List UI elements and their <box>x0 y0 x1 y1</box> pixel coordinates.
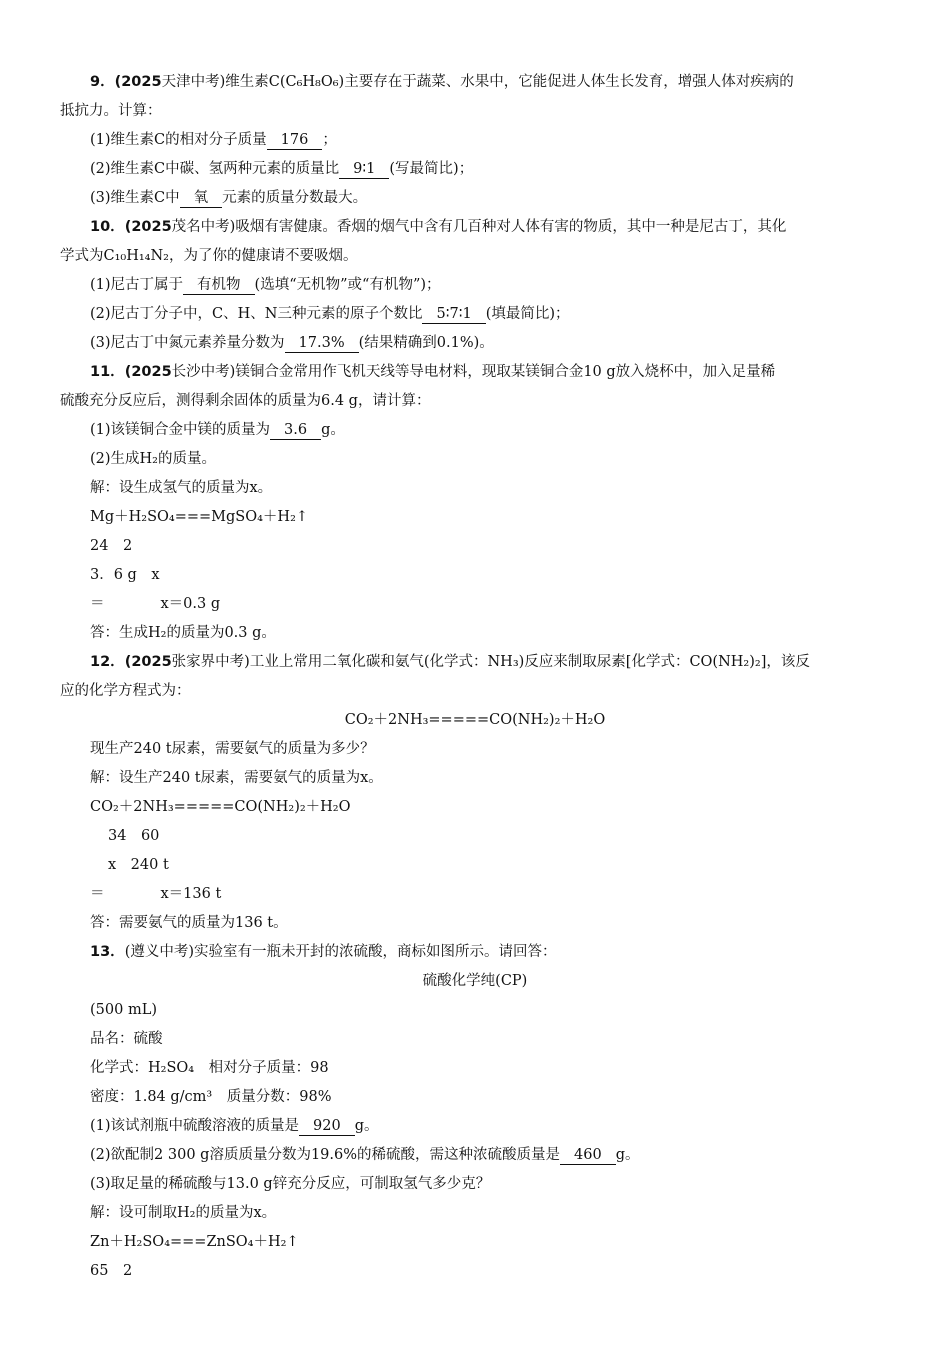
q13-number: 13． <box>90 944 125 960</box>
q13-part2-answer: 460 <box>560 1146 616 1165</box>
q13-stem: (遵义中考)实验室有一瓶未开封的浓硫酸，商标如图所示。请回答： <box>124 944 557 960</box>
q12-calc-result: x＝136 t <box>160 886 222 902</box>
q12-line1 <box>90 648 810 677</box>
q12-calc-equals: ＝ <box>90 886 105 902</box>
q13-part1-answer: 920 <box>299 1117 355 1136</box>
q10-line2: 学式为C₁₀H₁₄N₂，为了你的健康请不要吸烟。 <box>60 248 358 264</box>
q11-equation: Mg＋H₂SO₄===MgSO₄＋H₂↑ <box>90 509 309 525</box>
q9-stem: 天津中考)维生素C(C₆H₈O₆)主要存在于蔬菜、水果中，它能促进人体生长发育，增强人体对疾病的 <box>161 74 794 90</box>
q12-question: 现生产240 t尿素，需要氨气的质量为多少？ <box>90 741 375 757</box>
q13-part1 <box>90 1112 379 1141</box>
q10-part1-suffix: (选填“无机物”或“有机物”)； <box>254 277 441 293</box>
q9-part3-suffix: 元素的质量分数最大。 <box>222 190 368 206</box>
q9-source-year: (2025 <box>114 74 162 90</box>
q9-part3 <box>90 184 367 213</box>
q9-part2-text: (2)维生素C中碳、氢两种元素的质量比 <box>90 161 340 177</box>
q13-label-density: 密度：1.84 g/cm³ 质量分数：98% <box>90 1089 332 1105</box>
q9-part2-answer: 9∶1 <box>339 160 389 179</box>
q11-part1-text: (1)该镁铜合金中镁的质量为 <box>90 422 271 438</box>
q11-stem: 长沙中考)镁铜合金常用作飞机天线等导电材料，现取某镁铜合金10 g放入烧杯中，加入足量稀 <box>171 364 776 380</box>
q10-part1-text: (1)尼古丁属于 <box>90 277 184 293</box>
q11-ratio: 24 2 <box>90 538 133 554</box>
q12-calculation <box>90 880 221 909</box>
q11-part2: (2)生成H₂的质量。 <box>90 451 216 467</box>
q11-answer: 答：生成H₂的质量为0.3 g。 <box>90 625 276 641</box>
q11-solution-intro: 解：设生成氢气的质量为x。 <box>90 480 273 496</box>
q9-part1-suffix: ； <box>322 132 337 148</box>
q11-calculation <box>90 590 220 619</box>
q11-source-year: (2025 <box>124 364 172 380</box>
q13-part2-text: (2)欲配制2 300 g溶质质量分数为19.6%的稀硫酸，需这种浓硫酸质量是 <box>90 1147 561 1163</box>
q12-equation-centered: CO₂＋2NH₃=====CO(NH₂)₂＋H₂O <box>344 712 606 728</box>
q9-line1 <box>90 68 794 97</box>
q11-calc-equals: ＝ <box>90 596 105 612</box>
q12-equation: CO₂＋2NH₃=====CO(NH₂)₂＋H₂O <box>90 799 351 815</box>
q11-given: 3．6 g x <box>90 567 160 583</box>
q11-part1-answer: 3.6 <box>270 421 321 440</box>
q9-part1-answer: 176 <box>267 131 323 150</box>
q10-part3-answer: 17.3% <box>285 334 359 353</box>
q12-stem: 张家界中考)工业上常用二氧化碳和氨气(化学式：NH₃)反应来制取尿素[化学式：CO(NH₂)₂]，该反 <box>171 654 810 670</box>
q10-part1-answer: 有机物 <box>183 276 255 295</box>
q13-label-volume: (500 mL) <box>90 1002 157 1018</box>
q9-part1 <box>90 126 337 155</box>
q9-number: 9． <box>90 74 115 90</box>
q12-answer: 答：需要氨气的质量为136 t。 <box>90 915 288 931</box>
q10-part2-text: (2)尼古丁分子中，C、H、N三种元素的原子个数比 <box>90 306 423 322</box>
q11-line2: 硫酸充分反应后，测得剩余固体的质量为6.4 g，请计算： <box>60 393 431 409</box>
q10-part3 <box>90 329 494 358</box>
q10-part2 <box>90 300 570 329</box>
q9-part3-answer: 氧 <box>180 189 223 208</box>
q10-number: 10． <box>90 219 125 235</box>
q10-stem: 茂名中考)吸烟有害健康。香烟的烟气中含有几百种对人体有害的物质，其中一种是尼古丁，其化 <box>171 219 787 235</box>
q11-part1-suffix: g。 <box>321 422 345 438</box>
q13-label-name: 品名：硫酸 <box>90 1031 163 1047</box>
q13-part1-suffix: g。 <box>354 1118 379 1134</box>
q9-part3-text: (3)维生素C中 <box>90 190 180 206</box>
q11-calc-result: x＝0.3 g <box>160 596 221 612</box>
q12-solution-intro: 解：设生产240 t尿素，需要氨气的质量为x。 <box>90 770 383 786</box>
q9-line2: 抵抗力。计算： <box>60 103 162 119</box>
q11-part1 <box>90 416 345 445</box>
q13-part3: (3)取足量的稀硫酸与13.0 g锌充分反应，可制取氢气多少克？ <box>90 1176 491 1192</box>
q10-line1 <box>90 213 786 242</box>
q10-part1 <box>90 271 441 300</box>
q12-number: 12． <box>90 654 125 670</box>
q13-label-title: 硫酸化学纯(CP) <box>422 973 528 989</box>
q9-part2 <box>90 155 473 184</box>
q10-source-year: (2025 <box>124 219 172 235</box>
q12-ratio: 34 60 <box>108 828 160 844</box>
q10-part3-text: (3)尼古丁中氮元素养量分数为 <box>90 335 285 351</box>
q10-part2-answer: 5∶7∶1 <box>422 305 485 324</box>
q13-line1 <box>90 938 557 967</box>
q11-line1 <box>90 358 775 387</box>
q12-given: x 240 t <box>108 857 169 873</box>
q12-source-year: (2025 <box>124 654 172 670</box>
q13-equation: Zn＋H₂SO₄===ZnSO₄＋H₂↑ <box>90 1234 299 1250</box>
q13-part1-text: (1)该试剂瓶中硫酸溶液的质量是 <box>90 1118 300 1134</box>
q9-part2-suffix: (写最简比)； <box>389 161 474 177</box>
q9-part1-text: (1)维生素C的相对分子质量 <box>90 132 267 148</box>
q13-solution-intro: 解：设可制取H₂的质量为x。 <box>90 1205 277 1221</box>
q10-part2-suffix: (填最简比)； <box>485 306 570 322</box>
q11-number: 11． <box>90 364 125 380</box>
q13-part2-suffix: g。 <box>615 1147 640 1163</box>
q12-line2: 应的化学方程式为： <box>60 683 191 699</box>
q10-part3-suffix: (结果精确到0.1%)。 <box>358 335 494 351</box>
q13-ratio: 65 2 <box>90 1263 133 1279</box>
q13-label-formula: 化学式：H₂SO₄ 相对分子质量：98 <box>90 1060 329 1076</box>
q13-part2 <box>90 1141 640 1170</box>
